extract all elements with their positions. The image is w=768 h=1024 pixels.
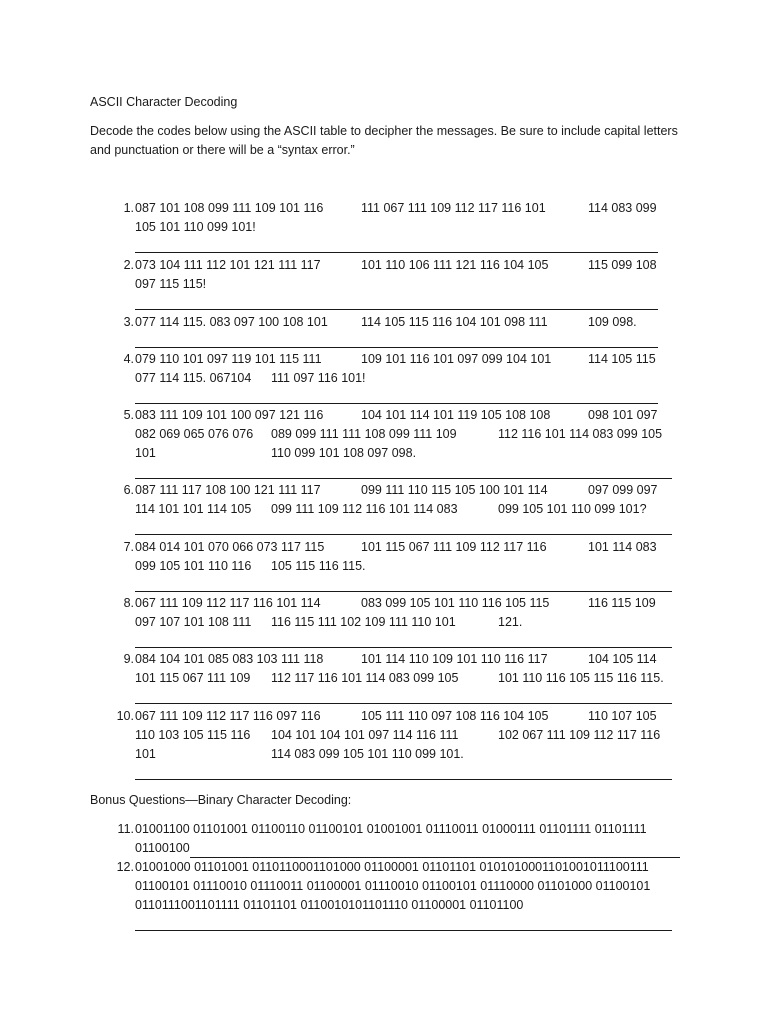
question-number: 12. [116,860,134,874]
question-number: 1. [123,201,134,215]
code-group: 110 099 101 108 097 098. [271,446,417,460]
binary-code: 01100100 [135,841,190,855]
code-group: 116 115 109 [588,596,656,610]
question-number: 6. [123,483,134,497]
code-group: 089 099 111 111 108 099 111 109 [271,427,457,441]
code-group: 111 067 111 109 112 117 116 101 [361,201,546,215]
code-group: 087 111 117 108 100 121 111 117 [135,483,321,497]
code-group: 114 105 115 [588,352,656,366]
answer-line[interactable] [135,519,672,535]
code-group: 097 099 097 [588,483,658,497]
code-group: 077 114 115. 083 097 100 108 101 [135,315,328,329]
answer-line[interactable] [135,632,672,648]
code-group: 073 104 111 112 101 121 111 117 [135,258,321,272]
question-number: 7. [123,540,134,554]
answer-line[interactable] [135,576,672,592]
code-group: 121. [498,615,523,629]
code-group: 099 105 101 110 099 101? [498,502,647,516]
question-number: 10. [116,709,134,723]
answer-line[interactable] [135,915,672,931]
code-group: 067 111 109 112 117 116 097 116 [135,709,321,723]
code-group: 099 111 109 112 116 101 114 083 [271,502,458,516]
answer-line[interactable] [135,688,672,704]
code-group: 101 [135,747,156,761]
question-number: 5. [123,408,134,422]
code-group: 116 115 111 102 109 111 110 101 [271,615,456,629]
binary-code: 0110111001101111 01101101 0110010101101110 01100001 01101100 [135,898,524,912]
binary-code: 01001000 01101001 0110110001101000 01100001 01101101 0101010001101001011100111 [135,860,649,874]
page-title: ASCII Character Decoding [90,95,238,109]
code-group: 111 097 116 101! [271,371,366,385]
question-number: 4. [123,352,134,366]
code-group: 110 103 105 115 116 [135,728,251,742]
code-group: 104 101 114 101 119 105 108 108 [361,408,551,422]
question-number: 11. [117,822,134,836]
answer-line[interactable] [135,237,658,253]
code-group: 114 105 115 116 104 101 098 111 [361,315,548,329]
code-group: 101 114 083 [588,540,657,554]
answer-line[interactable] [135,294,658,310]
code-group: 105 115 116 115. [271,559,366,573]
answer-line[interactable] [135,463,672,479]
code-group: 084 104 101 085 083 103 111 118 [135,652,324,666]
question-number: 2. [123,258,134,272]
code-group: 101 115 067 111 109 112 117 116 [361,540,547,554]
code-group: 114 101 101 114 105 [135,502,252,516]
question-number: 3. [123,315,134,329]
code-group: 077 114 115. 067104 [135,371,252,385]
code-group: 083 111 109 101 100 097 121 116 [135,408,324,422]
question-number: 8. [123,596,134,610]
code-group: 104 105 114 [588,652,657,666]
instructions: Decode the codes below using the ASCII table to decipher the messages. Be sure to include capital letters and punctuation or there will be a “syntax error.” [90,124,678,157]
code-group: 067 111 109 112 117 116 101 114 [135,596,321,610]
code-group: 110 107 105 [588,709,657,723]
code-group: 114 083 099 [588,201,657,215]
code-group: 084 014 101 070 066 073 117 115 [135,540,325,554]
code-group: 098 101 097 [588,408,658,422]
code-group: 097 107 101 108 111 [135,615,252,629]
code-group: 101 110 106 111 121 116 104 105 [361,258,549,272]
code-group: 109 101 116 101 097 099 104 101 [361,352,552,366]
answer-line[interactable] [135,764,672,780]
code-group: 099 111 110 115 105 100 101 114 [361,483,548,497]
code-group: 114 083 099 105 101 110 099 101. [271,747,464,761]
binary-code: 01001100 01101001 01100110 01100101 01001001 01110011 01000111 01101111 01101111 [135,822,647,836]
code-group: 101 [135,446,156,460]
code-group: 105 101 110 099 101! [135,220,256,234]
answer-line[interactable] [135,332,658,348]
code-group: 102 067 111 109 112 117 116 [498,728,661,742]
question-number: 9. [123,652,134,666]
code-group: 101 115 067 111 109 [135,671,251,685]
answer-line[interactable] [190,842,680,858]
code-group: 101 110 116 105 115 116 115. [498,671,664,685]
code-group: 104 101 104 101 097 114 116 111 [271,728,459,742]
bonus-heading: Bonus Questions—Binary Character Decoding: [90,793,352,807]
code-group: 105 111 110 097 108 116 104 105 [361,709,549,723]
code-group: 109 098. [588,315,637,329]
code-group: 079 110 101 097 119 101 115 111 [135,352,322,366]
code-group: 115 099 108 [588,258,657,272]
code-group: 099 105 101 110 116 [135,559,252,573]
code-group: 083 099 105 101 110 116 105 115 [361,596,550,610]
code-group: 112 117 116 101 114 083 099 105 [271,671,459,685]
code-group: 101 114 110 109 101 110 116 117 [361,652,548,666]
answer-line[interactable] [135,388,658,404]
code-group: 112 116 101 114 083 099 105 [498,427,663,441]
code-group: 097 115 115! [135,277,207,291]
binary-code: 01100101 01110010 01110011 01100001 01110010 01100101 01110000 01101000 01100101 [135,879,651,893]
code-group: 082 069 065 076 076 [135,427,254,441]
code-group: 087 101 108 099 111 109 101 116 [135,201,324,215]
